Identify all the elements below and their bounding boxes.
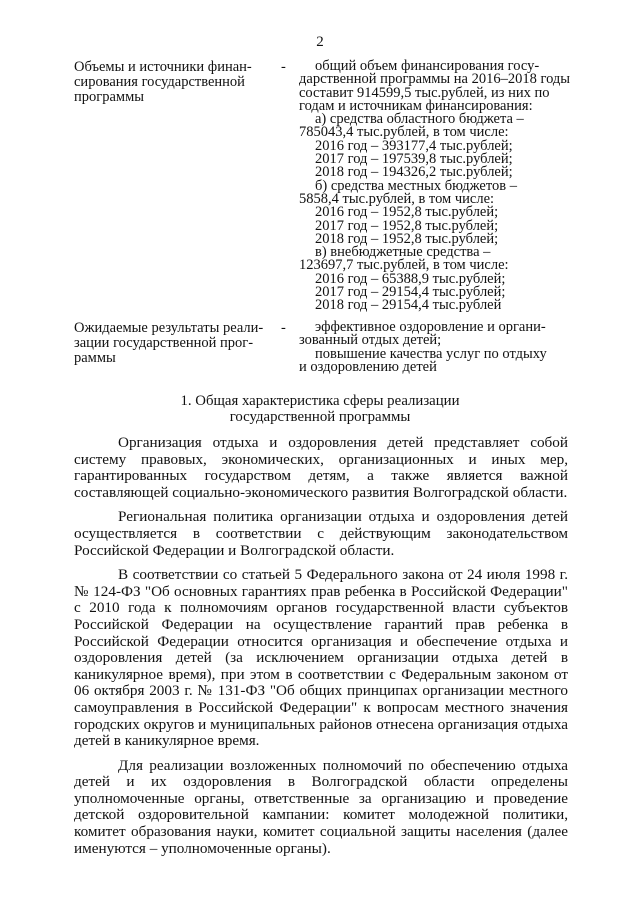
content-line: б) средства местных бюджетов –: [315, 177, 517, 194]
label-line: раммы: [74, 350, 116, 366]
content-line: 2017 год – 29154,4 тыс.рублей;: [315, 284, 506, 301]
section-heading-line: государственной программы: [229, 409, 411, 425]
content-line: зованный отдых детей;: [299, 332, 442, 349]
label-line: зации государственной прог-: [74, 335, 254, 351]
content-line: годам и источникам финансирования:: [299, 97, 533, 114]
passport-label-results: [74, 321, 274, 366]
passport-dash: -: [281, 59, 286, 75]
label-line: Объемы и источники финан-: [74, 59, 252, 75]
passport-content-results: [299, 319, 577, 375]
content-line: 2018 год – 194326,2 тыс.рублей;: [315, 164, 513, 181]
content-line: 2018 год – 29154,4 тыс.рублей: [315, 297, 502, 314]
section-heading-line: 1. Общая характеристика сферы реализации: [180, 393, 460, 409]
label-line: сирования государственной: [74, 74, 245, 90]
content-line: 2018 год – 1952,8 тыс.рублей;: [315, 230, 499, 247]
content-line: 2017 год – 197539,8 тыс.рублей;: [315, 151, 513, 168]
body-paragraph: Для реализации возложенных полномочий по обеспечению отдыха детей и их оздоровления в Волгоградской области определены уполномоченные органы, ответственные за организацию и проведение детской оздоровительной кампании: комитет молодежной политики, комитет образования науки, комитет социальной защиты населения (далее именуются – уполномоченные органы).: [74, 756, 568, 857]
passport-dash: -: [281, 320, 286, 336]
content-line: эффективное оздоровление и органи-: [315, 319, 546, 335]
passport-content-financing: [299, 58, 577, 314]
content-line: 2016 год – 393177,4 тыс.рублей;: [315, 137, 513, 154]
content-line: 785043,4 тыс.рублей, в том числе:: [299, 124, 509, 141]
label-line: Ожидаемые результаты реали-: [74, 320, 264, 336]
content-line: и оздоровлению детей: [299, 358, 437, 375]
passport-label-financing: [74, 60, 274, 105]
body-paragraph: Организация отдыха и оздоровления детей представляет собой систему правовых, экономических, организационных и иных мер, гарантированных государством детям, а также является важной составляющей социально-экономического развития Волгоградской области.: [74, 434, 568, 501]
content-line: 2017 год – 1952,8 тыс.рублей;: [315, 217, 499, 234]
content-line: 2016 год – 1952,8 тыс.рублей;: [315, 204, 499, 221]
label-line: программы: [74, 89, 144, 105]
content-line: 2016 год – 65388,9 тыс.рублей;: [315, 270, 506, 287]
content-line: повышение качества услуг по отдыху: [315, 345, 547, 362]
body-paragraph: В соответствии со статьей 5 Федерального закона от 24 июля 1998 г. № 124-ФЗ "Об основных гарантиях прав ребенка в Российской Федерации" с 2010 года к полномочиям органов государственной власти субъектов Российской Федерации на осуществление гарантий прав ребенка в Российской Федерации относится организация и обеспечение отдыха и оздоровления детей (за исключением организации отдыха детей в каникулярное время), при этом в соответствии с Федеральным законом от 06 октября 2003 г. № 131-ФЗ "Об общих принципах организации местного самоуправления в Российской Федерации" к вопросам местного значения городских округов и муниципальных районов отнесена организация отдыха детей в каникулярное время.: [74, 566, 568, 750]
content-line: в) внебюджетные средства –: [315, 244, 491, 261]
section-heading: [100, 393, 540, 425]
content-line: 123697,7 тыс.рублей, в том числе:: [299, 257, 509, 274]
section-body: [74, 435, 568, 865]
content-line: общий объем финансирования госу-: [315, 58, 540, 74]
content-line: составит 914599,5 тыс.рублей, из них по: [299, 84, 550, 101]
body-paragraph: Региональная политика организации отдыха и оздоровления детей осуществляется в соответствии с действующим законодательством Российской Федерации и Волгоградской области.: [74, 508, 568, 559]
content-line: дарственной программы на 2016–2018 годы: [299, 71, 571, 88]
content-line: 5858,4 тыс.рублей, в том числе:: [299, 190, 495, 207]
page-number: 2: [316, 34, 324, 50]
content-line: а) средства областного бюджета –: [315, 111, 524, 128]
